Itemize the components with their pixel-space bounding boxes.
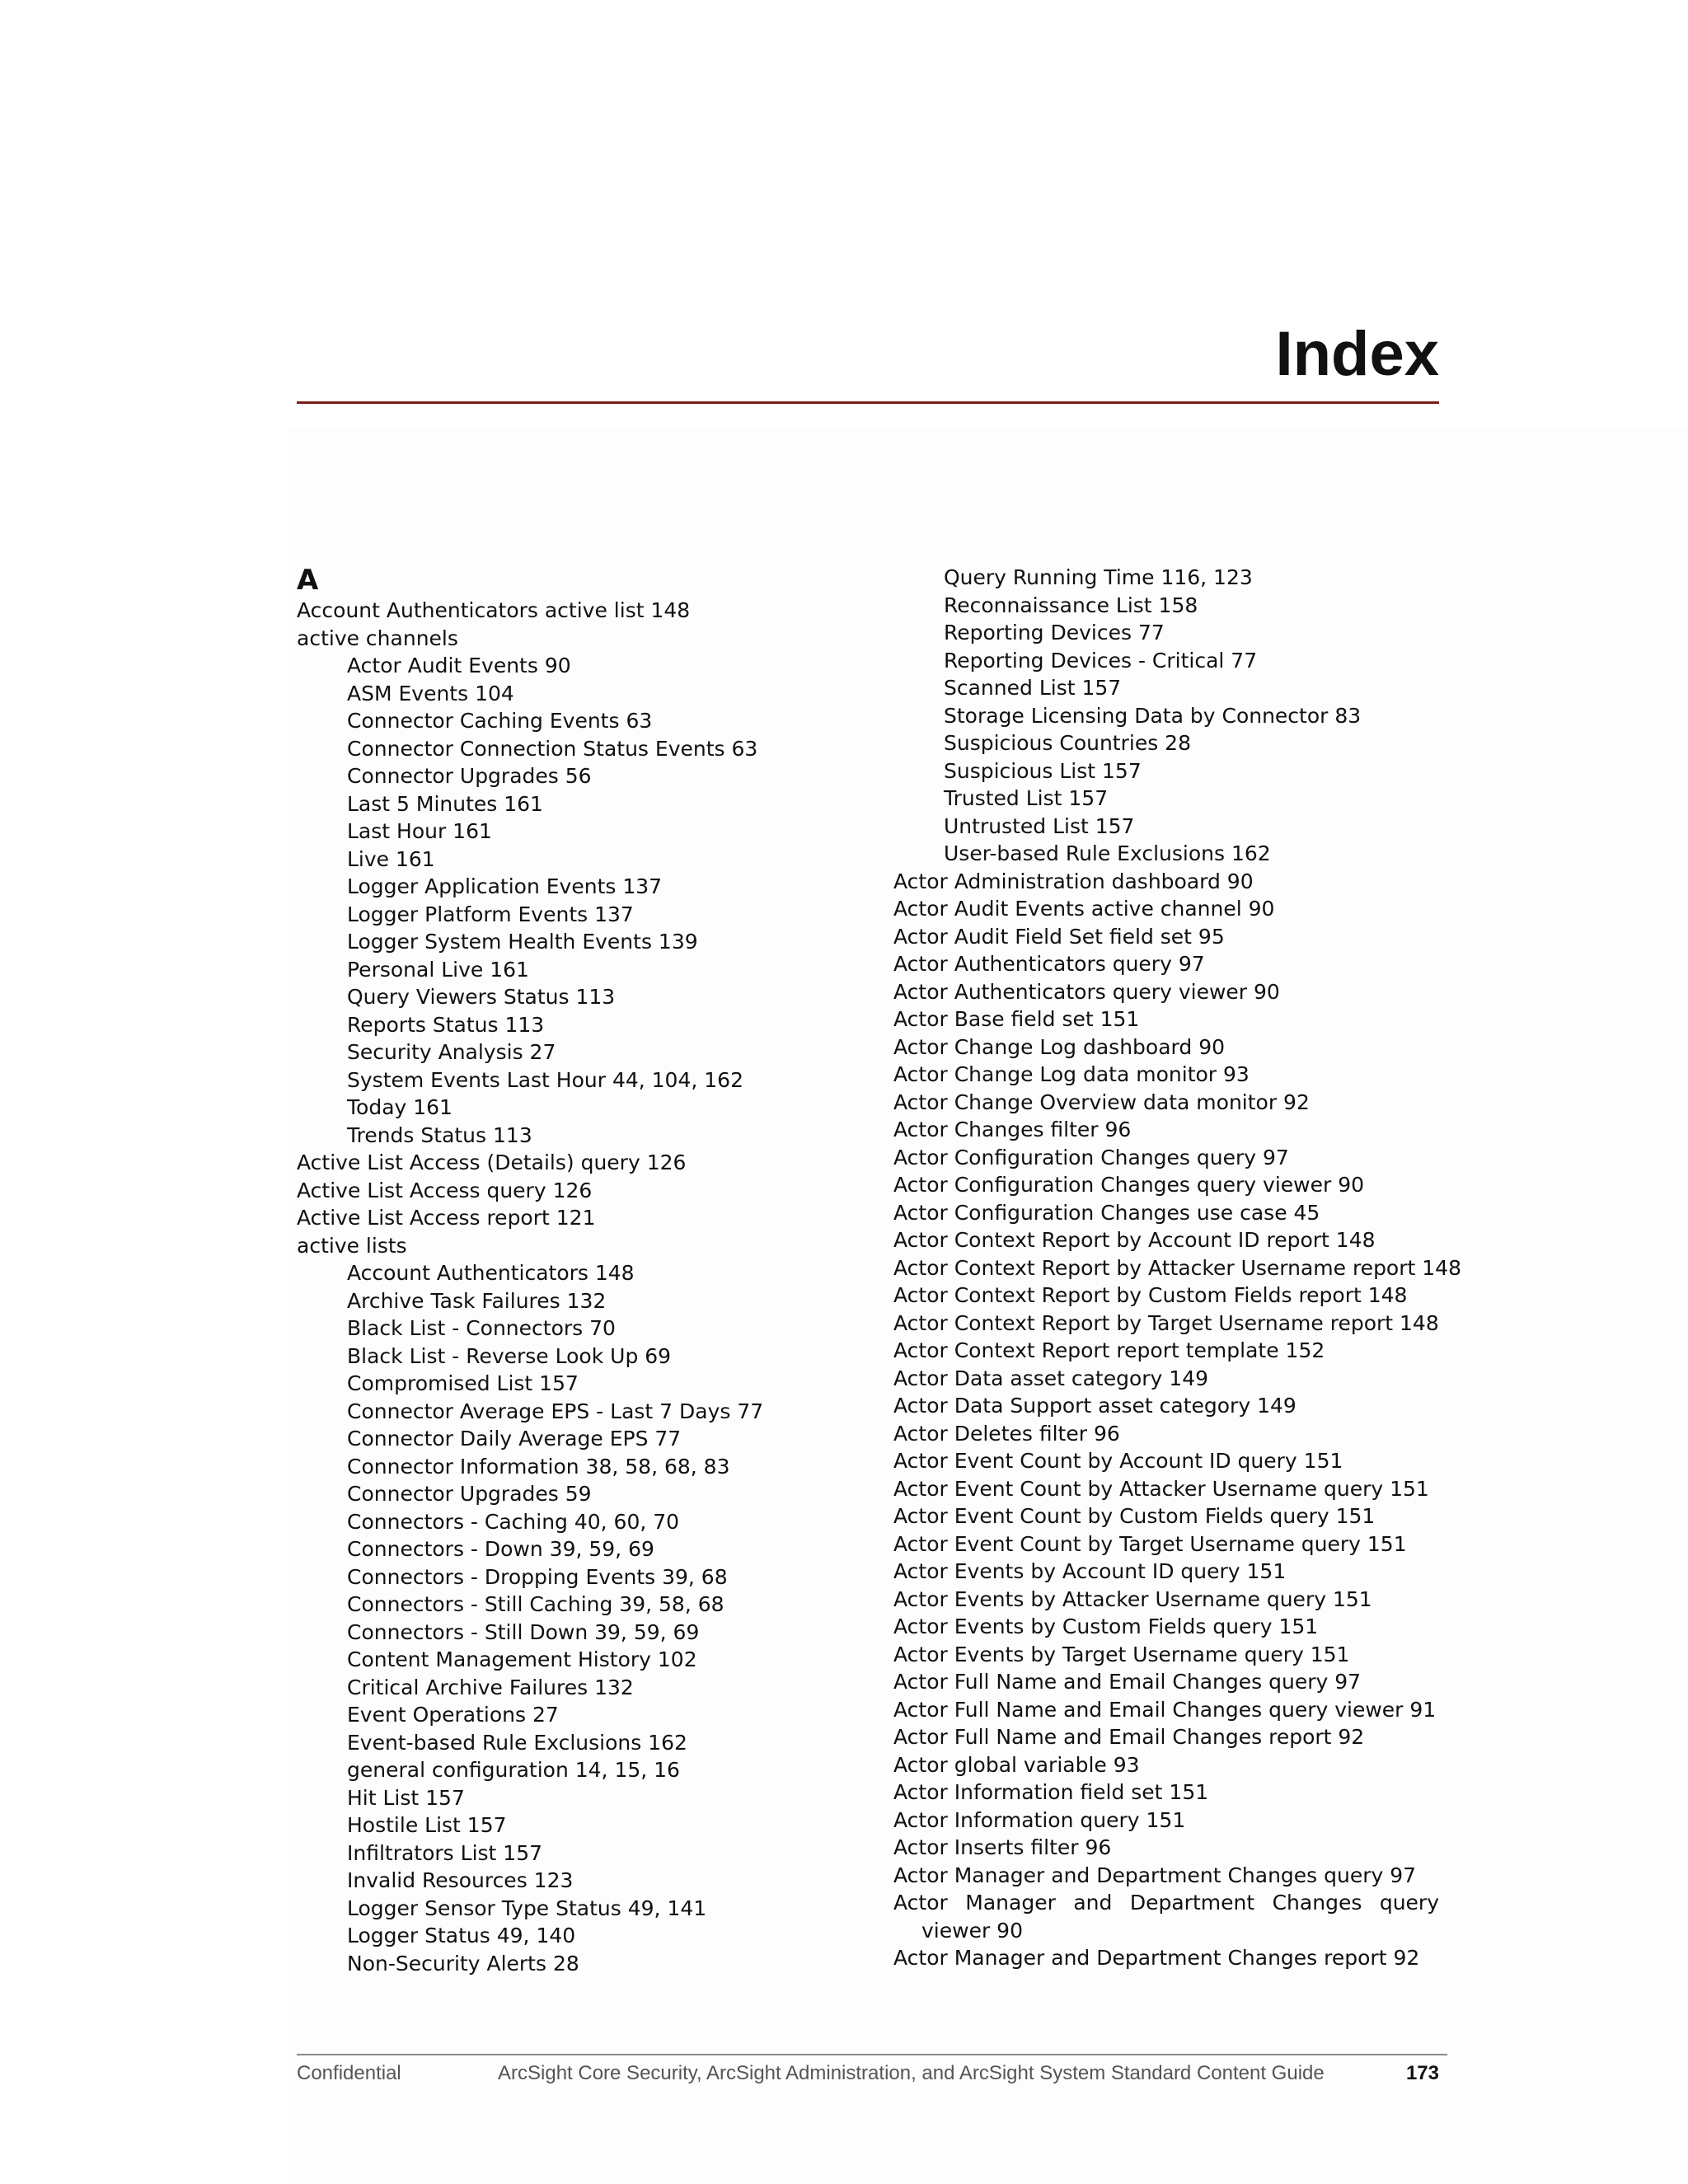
index-subentry: Non-Security Alerts 28 bbox=[347, 1951, 579, 1975]
index-entry: Actor Information field set 151 bbox=[893, 1780, 1209, 1804]
index-entry: Actor Events by Custom Fields query 151 bbox=[893, 1615, 1319, 1638]
index-subentry: Live 161 bbox=[347, 846, 435, 871]
index-entry: Actor Changes filter 96 bbox=[893, 1118, 1132, 1141]
index-subentry: Logger Application Events 137 bbox=[347, 874, 663, 898]
index-subentry: Last Hour 161 bbox=[347, 819, 492, 843]
index-subentry: Untrusted List 157 bbox=[944, 813, 1135, 838]
index-entry: Actor Context Report by Target Username report 148 bbox=[893, 1310, 1439, 1335]
index-entry: Actor Full Name and Email Changes query 97 bbox=[893, 1670, 1362, 1694]
index-subentry: Content Management History 102 bbox=[347, 1647, 697, 1671]
index-entry: Actor Events by Attacker Username query 151 bbox=[893, 1586, 1372, 1611]
index-subentry: Invalid Resources 123 bbox=[347, 1868, 574, 1892]
index-subentry: Connector Daily Average EPS 77 bbox=[347, 1427, 682, 1451]
index-entry: Actor Information query 151 bbox=[893, 1807, 1186, 1832]
index-subentry: Security Analysis 27 bbox=[347, 1040, 556, 1064]
index-subentry: Hit List 157 bbox=[347, 1785, 465, 1810]
index-subentry: Today 161 bbox=[347, 1095, 452, 1119]
index-entry: Actor global variable 93 bbox=[893, 1752, 1140, 1777]
index-subentry: Connectors - Dropping Events 39, 68 bbox=[347, 1564, 728, 1589]
index-subentry: Trusted List 157 bbox=[944, 786, 1109, 810]
index-entry: active channels bbox=[297, 626, 458, 650]
index-subentry: User-based Rule Exclusions 162 bbox=[944, 841, 1271, 865]
index-subentry: Logger Platform Events 137 bbox=[347, 902, 634, 926]
index-entry: Actor Authenticators query 97 bbox=[893, 952, 1205, 976]
index-subentry: Black List - Connectors 70 bbox=[347, 1316, 616, 1340]
index-subentry: Logger System Health Events 139 bbox=[347, 930, 698, 954]
index-subentry: Event-based Rule Exclusions 162 bbox=[347, 1730, 687, 1755]
index-subentry: Critical Archive Failures 132 bbox=[347, 1675, 634, 1699]
index-entry: Actor Audit Events active channel 90 bbox=[893, 897, 1275, 921]
index-subentry: Connector Upgrades 59 bbox=[347, 1482, 592, 1506]
footer-confidential: Confidential bbox=[297, 2062, 401, 2084]
index-subentry: Scanned List 157 bbox=[944, 676, 1122, 700]
index-subentry: Suspicious Countries 28 bbox=[944, 731, 1191, 755]
index-subentry: Connectors - Down 39, 59, 69 bbox=[347, 1537, 654, 1561]
index-subentry: Connector Average EPS - Last 7 Days 77 bbox=[347, 1399, 764, 1423]
index-subentry: Connector Upgrades 56 bbox=[347, 764, 592, 788]
index-entry: Actor Context Report by Attacker Username report 148 bbox=[893, 1255, 1461, 1280]
index-subentry: Query Running Time 116, 123 bbox=[944, 565, 1253, 589]
index-section-letter: A bbox=[297, 564, 319, 597]
index-entry: Actor Change Log dashboard 90 bbox=[893, 1034, 1226, 1059]
index-subentry: Account Authenticators 148 bbox=[347, 1261, 635, 1285]
index-subentry: Hostile List 157 bbox=[347, 1813, 507, 1837]
index-entry: Actor Change Log data monitor 93 bbox=[893, 1062, 1250, 1086]
index-subentry: Connectors - Still Caching 39, 58, 68 bbox=[347, 1592, 724, 1616]
title-divider bbox=[297, 401, 1439, 404]
index-entry: Active List Access (Details) query 126 bbox=[297, 1151, 687, 1174]
index-subentry: Reconnaissance List 158 bbox=[944, 593, 1198, 617]
index-subentry: Connectors - Caching 40, 60, 70 bbox=[347, 1509, 680, 1534]
index-column-left bbox=[297, 564, 763, 1977]
index-entry: Actor Data Support asset category 149 bbox=[893, 1394, 1296, 1418]
index-subentry: Last 5 Minutes 161 bbox=[347, 791, 543, 816]
index-subentry: Logger Sensor Type Status 49, 141 bbox=[347, 1896, 707, 1920]
index-subentry: System Events Last Hour 44, 104, 162 bbox=[347, 1067, 743, 1092]
index-subentry: Compromised List 157 bbox=[347, 1371, 579, 1395]
index-subentry: Reports Status 113 bbox=[347, 1012, 545, 1037]
index-entry: Actor Context Report by Account ID report 148 bbox=[893, 1228, 1376, 1252]
index-entry: Actor Configuration Changes query viewer 90 bbox=[893, 1173, 1365, 1197]
index-subentry: Trends Status 113 bbox=[347, 1122, 532, 1147]
index-entry: Actor Inserts filter 96 bbox=[893, 1835, 1112, 1859]
index-subentry: Connector Caching Events 63 bbox=[347, 709, 653, 733]
index-subentry: Archive Task Failures 132 bbox=[347, 1288, 607, 1313]
index-entry: Actor Authenticators query viewer 90 bbox=[893, 979, 1280, 1004]
index-subentry: general configuration 14, 15, 16 bbox=[347, 1758, 680, 1782]
index-entry: Active List Access query 126 bbox=[297, 1178, 593, 1202]
page-footer bbox=[297, 2060, 1439, 2087]
index-subentry: Logger Status 49, 140 bbox=[347, 1924, 576, 1947]
index-subentry: Reporting Devices - Critical 77 bbox=[944, 648, 1258, 673]
index-entry: Active List Access report 121 bbox=[297, 1206, 596, 1230]
index-subentry: Connector Information 38, 58, 68, 83 bbox=[347, 1454, 730, 1479]
index-entry: Actor Base field set 151 bbox=[893, 1007, 1140, 1031]
index-subentry: Reporting Devices 77 bbox=[944, 621, 1165, 644]
index-entry: Actor Administration dashboard 90 bbox=[893, 869, 1254, 893]
index-entry: Actor Context Report report template 152 bbox=[893, 1338, 1325, 1362]
index-entry: Actor Change Overview data monitor 92 bbox=[893, 1090, 1310, 1114]
index-entry: Actor Manager and Department Changes query 97 bbox=[893, 1863, 1417, 1887]
index-entry: Actor Configuration Changes query 97 bbox=[893, 1145, 1289, 1169]
index-entry: Actor Context Report by Custom Fields report 148 bbox=[893, 1283, 1408, 1307]
index-subentry: Storage Licensing Data by Connector 83 bbox=[944, 703, 1362, 728]
page-title: Index bbox=[1275, 319, 1439, 389]
index-subentry: Event Operations 27 bbox=[347, 1703, 559, 1727]
index-subentry: Query Viewers Status 113 bbox=[347, 985, 616, 1009]
index-entry: Actor Event Count by Custom Fields query 151 bbox=[893, 1504, 1376, 1528]
index-entry: Actor Event Count by Attacker Username query 151 bbox=[893, 1476, 1429, 1501]
index-subentry: Actor Audit Events 90 bbox=[347, 654, 571, 677]
index-subentry: ASM Events 104 bbox=[347, 681, 514, 705]
footer-guide-title: ArcSight Core Security, ArcSight Administration, and ArcSight System Standard Content Guide bbox=[498, 2062, 1325, 2084]
index-subentry: Black List - Reverse Look Up 69 bbox=[347, 1343, 672, 1368]
index-subentry: Infiltrators List 157 bbox=[347, 1840, 543, 1865]
index-subentry: Connectors - Still Down 39, 59, 69 bbox=[347, 1619, 700, 1644]
index-entry: Actor Data asset category 149 bbox=[893, 1366, 1209, 1390]
index-entry: Actor Full Name and Email Changes query viewer 91 bbox=[893, 1697, 1437, 1722]
index-entry: Actor Configuration Changes use case 45 bbox=[893, 1200, 1320, 1225]
index-entry: Actor Events by Target Username query 151 bbox=[893, 1642, 1350, 1666]
index-entry: Actor Event Count by Target Username query 151 bbox=[893, 1531, 1407, 1556]
index-subentry: Connector Connection Status Events 63 bbox=[347, 736, 758, 761]
index-column-right bbox=[893, 564, 1461, 1972]
index-entry: Actor Events by Account ID query 151 bbox=[893, 1559, 1287, 1583]
index-entry: active lists bbox=[297, 1233, 407, 1258]
index-subentry: Suspicious List 157 bbox=[944, 758, 1142, 783]
page-number: 173 bbox=[1405, 2062, 1439, 2084]
index-entry: Account Authenticators active list 148 bbox=[297, 598, 691, 622]
index-entry: Actor Audit Field Set field set 95 bbox=[893, 924, 1225, 949]
index-entry: Actor Manager and Department Changes report 92 bbox=[893, 1946, 1420, 1970]
index-entry: Actor Deletes filter 96 bbox=[893, 1421, 1120, 1446]
index-subentry: Personal Live 161 bbox=[347, 957, 529, 982]
index-entry: Actor Full Name and Email Changes report 92 bbox=[893, 1725, 1365, 1749]
index-entry: Actor Event Count by Account ID query 151 bbox=[893, 1449, 1343, 1473]
footer-divider bbox=[297, 2054, 1447, 2055]
index-entry: Actor Manager and Department Changes query viewer 90 bbox=[893, 1891, 1439, 1943]
